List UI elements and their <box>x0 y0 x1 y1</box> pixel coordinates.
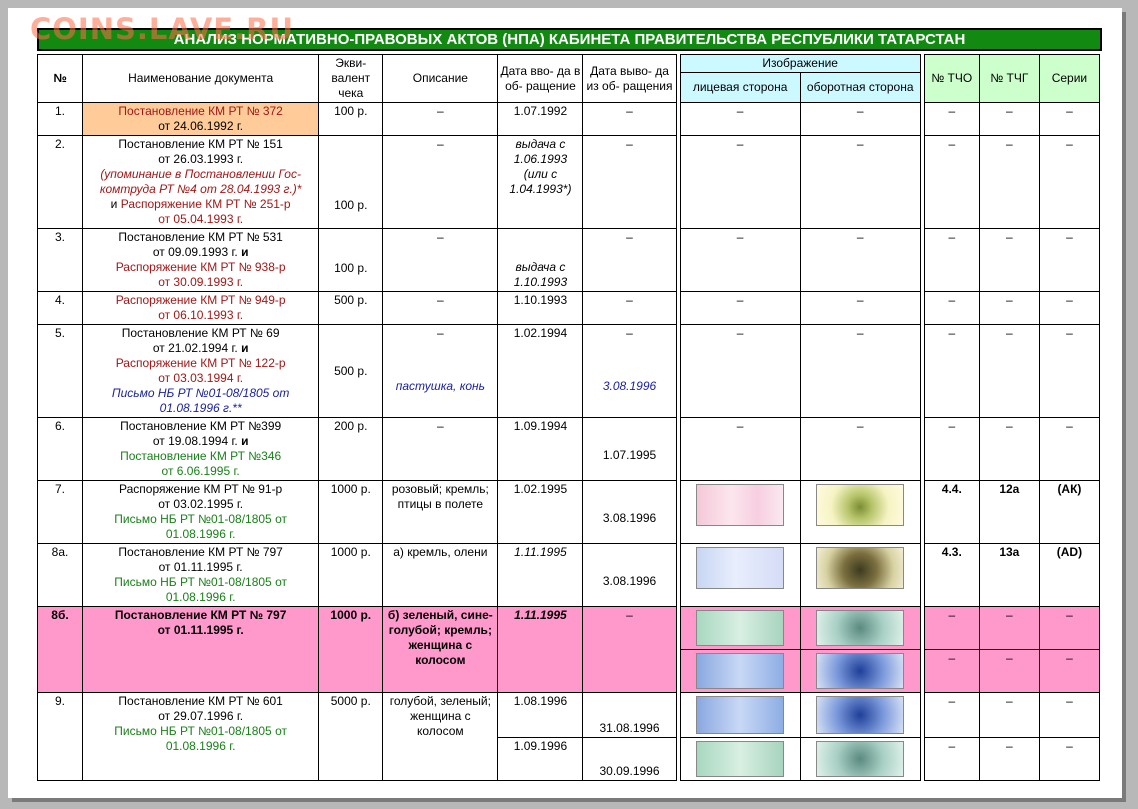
row-desc: – <box>383 292 498 325</box>
row-series: (АК) <box>1039 481 1099 544</box>
row-front <box>680 738 800 781</box>
row-equiv: 1000 р. <box>319 607 383 693</box>
table-row <box>38 607 1100 650</box>
row-name: Распоряжение КМ РТ № 91-р от 03.02.1995 г. Письмо НБ РТ №01-08/1805 от 01.08.1996 г. <box>83 481 319 544</box>
row-name: Постановление КМ РТ № 797 от 01.11.1995 г. Письмо НБ РТ №01-08/1805 от 01.08.1996 г. <box>83 544 319 607</box>
row-equiv: 500 р. <box>319 292 383 325</box>
banknote-back-image <box>816 696 904 734</box>
banknote-back-image <box>816 741 904 777</box>
row-series: – <box>1039 325 1099 418</box>
row-tchg: – <box>979 325 1039 418</box>
row-desc: – <box>383 229 498 292</box>
table-row <box>38 292 1100 325</box>
row-date-out: – <box>583 136 676 229</box>
row-back <box>800 544 920 607</box>
row-front <box>680 607 800 650</box>
row-front: – <box>680 136 800 229</box>
row-front: – <box>680 292 800 325</box>
row-desc: – <box>383 136 498 229</box>
banknote-front-image <box>696 547 784 589</box>
row-equiv: 100 р. <box>319 229 383 292</box>
row-tcho: – <box>924 693 979 738</box>
row-date-out: – <box>583 103 676 136</box>
table-row <box>38 103 1100 136</box>
row-date-out: 1.07.1995 <box>583 418 676 481</box>
row-front: – <box>680 103 800 136</box>
row-series: – <box>1039 136 1099 229</box>
row-series: – <box>1039 229 1099 292</box>
row-equiv: 500 р. <box>319 325 383 418</box>
row-tchg: 12а <box>979 481 1039 544</box>
row-desc: голубой, зеленый; женщина с колосом <box>383 693 498 781</box>
row-name: Постановление КМ РТ № 531 от 09.09.1993 г. и Распоряжение КМ РТ № 938-р от 30.09.1993 г. <box>83 229 319 292</box>
banknote-back-image <box>816 653 904 689</box>
header-row <box>38 55 1100 73</box>
row-date-in: 1.09.1996 <box>498 738 583 781</box>
header-tchg: № ТЧГ <box>979 55 1039 103</box>
table-row <box>38 544 1100 607</box>
row-series: – <box>1039 418 1099 481</box>
header-series: Серии <box>1039 55 1099 103</box>
row-num: 1. <box>38 103 83 136</box>
row-date-in: 1.02.1994 <box>498 325 583 418</box>
row-back <box>800 738 920 781</box>
row-num: 6. <box>38 418 83 481</box>
row-back <box>800 481 920 544</box>
row-equiv: 1000 р. <box>319 544 383 607</box>
row-tcho: – <box>924 103 979 136</box>
header-date-in: Дата вво- да в об- ращение <box>498 55 583 103</box>
row-name: Распоряжение КМ РТ № 949-р от 06.10.1993 г. <box>83 292 319 325</box>
banknote-front-image <box>696 653 784 689</box>
row-date-in: 1.11.1995 <box>498 544 583 607</box>
row-tcho: – <box>924 136 979 229</box>
row-tcho: – <box>924 418 979 481</box>
row-tcho: – <box>924 325 979 418</box>
row-name: Постановление КМ РТ № 372 от 24.06.1992 г. <box>83 103 319 136</box>
row-tchg: – <box>979 693 1039 738</box>
row-name: Постановление КМ РТ №399 от 19.08.1994 г. и Постановление КМ РТ №346 от 6.06.1995 г. <box>83 418 319 481</box>
row-back: – <box>800 103 920 136</box>
table-row <box>38 229 1100 292</box>
row-back: – <box>800 325 920 418</box>
row-num: 7. <box>38 481 83 544</box>
table-row <box>38 693 1100 738</box>
header-date-out: Дата выво- да из об- ращения <box>583 55 676 103</box>
row-equiv: 5000 р. <box>319 693 383 781</box>
header-desc: Описание <box>383 55 498 103</box>
row-series: (AD) <box>1039 544 1099 607</box>
row-equiv: 200 р. <box>319 418 383 481</box>
row-series: – <box>1039 650 1099 693</box>
row-series: – <box>1039 607 1099 650</box>
row-tchg: – <box>979 607 1039 650</box>
table-row <box>38 136 1100 229</box>
row-tcho: 4.4. <box>924 481 979 544</box>
row-date-out: 3.08.1996 <box>583 544 676 607</box>
row-date-out: – <box>583 292 676 325</box>
row-num: 9. <box>38 693 83 781</box>
row-tchg: – <box>979 650 1039 693</box>
row-tcho: – <box>924 738 979 781</box>
header-back: оборотная сторона <box>800 73 920 103</box>
row-front: – <box>680 229 800 292</box>
row-name: Постановление КМ РТ № 69 от 21.02.1994 г. и Распоряжение КМ РТ № 122-р от 03.03.1994 г. Письмо НБ РТ №01-08/1805 от 01.08.1996 г.** <box>83 325 319 418</box>
table-row <box>38 325 1100 418</box>
row-back: – <box>800 229 920 292</box>
row-date-in: 1.10.1993 <box>498 292 583 325</box>
row-back: – <box>800 292 920 325</box>
row-date-out: – <box>583 229 676 292</box>
npa-table <box>37 54 1100 781</box>
row-tchg: – <box>979 292 1039 325</box>
banknote-front-image <box>696 696 784 734</box>
row-front: – <box>680 418 800 481</box>
row-date-out: 31.08.1996 <box>583 693 676 738</box>
banknote-front-image <box>696 741 784 777</box>
row-date-in: выдача с 1.10.1993 <box>498 229 583 292</box>
header-name: Наименование документа <box>83 55 319 103</box>
row-date-out: 3.08.1996 <box>583 481 676 544</box>
banknote-back-image <box>816 484 904 526</box>
row-date-in: 1.08.1996 <box>498 693 583 738</box>
row-back: – <box>800 136 920 229</box>
header-equiv: Экви- валент чека <box>319 55 383 103</box>
header-image: Изображение <box>680 55 920 73</box>
row-desc: розовый; кремль; птицы в полете <box>383 481 498 544</box>
row-equiv: 100 р. <box>319 103 383 136</box>
row-series: – <box>1039 103 1099 136</box>
row-front: – <box>680 325 800 418</box>
row-date-in: 1.07.1992 <box>498 103 583 136</box>
row-back <box>800 693 920 738</box>
banknote-front-image <box>696 484 784 526</box>
row-tchg: 13а <box>979 544 1039 607</box>
row-desc: – <box>383 103 498 136</box>
header-tcho: № ТЧО <box>924 55 979 103</box>
row-num: 5. <box>38 325 83 418</box>
document-title: АНАЛИЗ НОРМАТИВНО-ПРАВОВЫХ АКТОВ (НПА) КАБИНЕТА ПРАВИТЕЛЬСТВА РЕСПУБЛИКИ ТАТАРСТАН <box>37 28 1102 51</box>
row-tcho: – <box>924 650 979 693</box>
row-front <box>680 481 800 544</box>
row-tcho: – <box>924 229 979 292</box>
header-num: № <box>38 55 83 103</box>
row-desc: а) кремль, олени <box>383 544 498 607</box>
row-date-in: выдача с 1.06.1993 (или с 1.04.1993*) <box>498 136 583 229</box>
row-tcho: – <box>924 292 979 325</box>
row-num: 3. <box>38 229 83 292</box>
row-series: – <box>1039 693 1099 738</box>
row-tchg: – <box>979 136 1039 229</box>
row-num: 2. <box>38 136 83 229</box>
row-equiv: 1000 р. <box>319 481 383 544</box>
row-front <box>680 693 800 738</box>
row-front <box>680 650 800 693</box>
row-num: 8а. <box>38 544 83 607</box>
row-name: Постановление КМ РТ № 151 от 26.03.1993 г. (упоминание в Постановлении Гос-комтруда РТ №4 от 28.04.1993 г.)* и Распоряжение КМ РТ № 251-р от 05.04.1993 г. <box>83 136 319 229</box>
row-date-out: 30.09.1996 <box>583 738 676 781</box>
row-desc: – пастушка, конь <box>383 325 498 418</box>
row-desc: – <box>383 418 498 481</box>
row-name: Постановление КМ РТ № 601 от 29.07.1996 г. Письмо НБ РТ №01-08/1805 от 01.08.1996 г. <box>83 693 319 781</box>
row-front <box>680 544 800 607</box>
row-date-in: 1.02.1995 <box>498 481 583 544</box>
row-date-out: – <box>583 607 676 693</box>
row-desc: б) зеленый, сине-голубой; кремль; женщина с колосом <box>383 607 498 693</box>
row-date-in: 1.11.1995 <box>498 607 583 693</box>
row-tchg: – <box>979 738 1039 781</box>
row-back <box>800 650 920 693</box>
row-tcho: 4.3. <box>924 544 979 607</box>
row-num: 8б. <box>38 607 83 693</box>
banknote-front-image <box>696 610 784 646</box>
banknote-back-image <box>816 610 904 646</box>
row-equiv: 100 р. <box>319 136 383 229</box>
row-tcho: – <box>924 607 979 650</box>
row-series: – <box>1039 292 1099 325</box>
table-row <box>38 481 1100 544</box>
row-name: Постановление КМ РТ № 797 от 01.11.1995 г. <box>83 607 319 693</box>
row-tchg: – <box>979 103 1039 136</box>
row-date-in: 1.09.1994 <box>498 418 583 481</box>
row-back: – <box>800 418 920 481</box>
table-row <box>38 418 1100 481</box>
row-tchg: – <box>979 418 1039 481</box>
watermark: COINS.LAVE.RU <box>30 12 295 46</box>
row-tchg: – <box>979 229 1039 292</box>
row-series: – <box>1039 738 1099 781</box>
row-num: 4. <box>38 292 83 325</box>
header-front: лицевая сторона <box>680 73 800 103</box>
row-date-out: – 3.08.1996 <box>583 325 676 418</box>
row-back <box>800 607 920 650</box>
banknote-back-image <box>816 547 904 589</box>
